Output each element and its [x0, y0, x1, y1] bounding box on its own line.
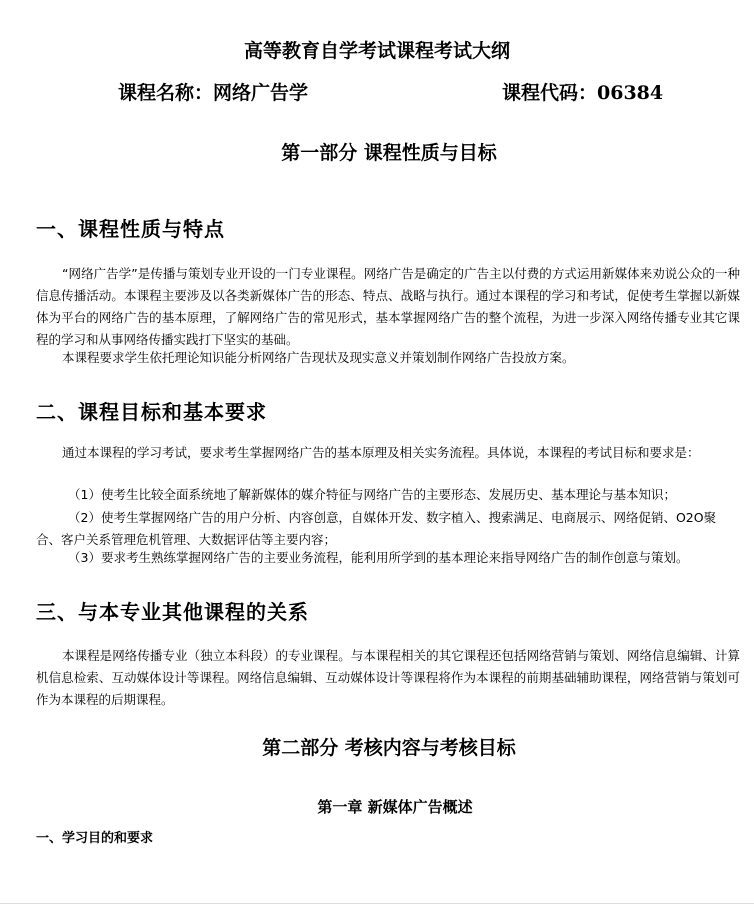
page-divider	[0, 903, 754, 904]
course-code: 课程代码：06384	[502, 82, 664, 104]
section2-paragraph-1: 通过本课程的学习考试，要求考生掌握网络广告的基本原理及相关实务流程。具体说，本课程的考试目标和要求是：	[62, 445, 700, 460]
section2-item-1: （1）使考生比较全面系统地了解新媒体的媒介特征与网络广告的主要形态、发展历史、基本理论与基本知识；	[68, 487, 676, 502]
section3-paragraph-1: 本课程是网络传播专业（独立本科段）的专业课程。与本课程相关的其它课程还包括网络营销与策划、网络信息编辑、计算机信息检索、互动媒体设计等课程。网络信息编辑、互动媒体设计等课程将作为本课程的前期基础辅助课程，网络营销与策划可作为本课程的后期课程。	[36, 648, 740, 707]
part1-title: 第一部分 课程性质与目标	[281, 142, 497, 164]
chapter-title: 第一章 新媒体广告概述	[317, 798, 473, 816]
section2-item-3: （3）要求考生熟练掌握网络广告的主要业务流程，能利用所学到的基本理论来指导网络广告的制作创意与策划。	[68, 550, 689, 565]
document-title: 高等教育自学考试课程考试大纲	[243, 40, 510, 62]
part2-title: 第二部分 考核内容与考核目标	[262, 737, 516, 759]
subsection-title: 一、学习目的和要求	[36, 831, 154, 846]
section1-paragraph-2: 本课程要求学生依托理论知识能分析网络广告现状及现实意义并策划制作网络广告投放方案。	[62, 350, 575, 365]
section1-title: 一、课程性质与特点	[36, 217, 225, 241]
course-name: 课程名称：网络广告学	[118, 82, 309, 104]
section2-item-2: （2）使考生掌握网络广告的用户分析、内容创意，自媒体开发、数字植入、搜索满足、电商展示、网络促销、O2O聚合、客户关系管理危机管理、大数据评估等主要内容；	[36, 510, 717, 547]
section2-title: 二、课程目标和基本要求	[36, 400, 267, 424]
section3-title: 三、与本专业其他课程的关系	[36, 600, 309, 624]
section1-paragraph-1: “网络广告学”是传播与策划专业开设的一门专业课程。网络广告是确定的广告主以付费的方式运用新媒体来劝说公众的一种信息传播活动。本课程主要涉及以各类新媒体广告的形态、特点、战略与执行。通过本课程的学习和考试，促使考生掌握以新媒体为平台的网络广告的基本原理，了解网络广告的常见形式，基本掌握网络广告的整个流程，为进一步深入网络传播专业其它课程的学习和从事网络传播实践打下坚实的基础。	[36, 266, 740, 347]
